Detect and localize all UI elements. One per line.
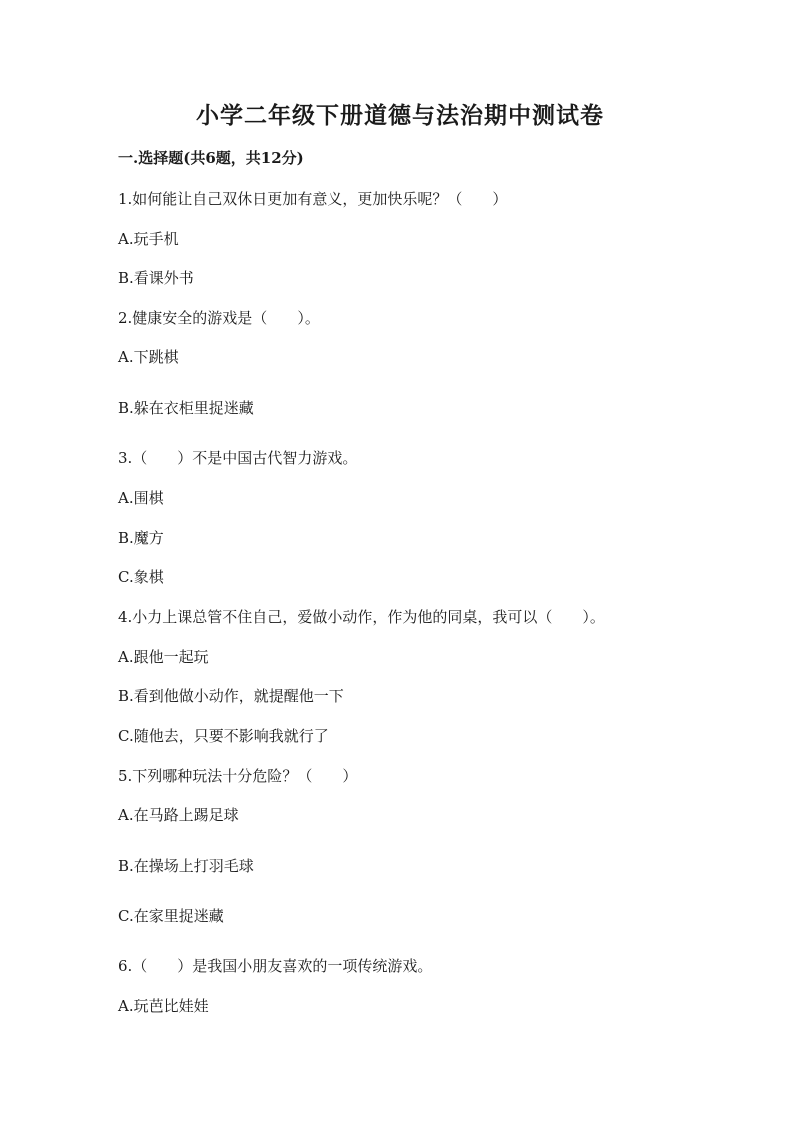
question-3-option-b: B.魔方 [118, 529, 164, 547]
question-1-option-a: A.玩手机 [118, 230, 179, 248]
question-1-option-b: B.看课外书 [118, 269, 194, 287]
question-4-option-a: A.跟他一起玩 [118, 648, 209, 666]
question-2: 2.健康安全的游戏是（ ）。 [118, 309, 320, 327]
question-6: 6.（ ）是我国小朋友喜欢的一项传统游戏。 [118, 957, 433, 975]
question-5-option-a: A.在马路上踢足球 [118, 806, 239, 824]
question-1: 1.如何能让自己双休日更加有意义，更加快乐呢？（ ） [118, 190, 508, 208]
question-3-option-c: C.象棋 [118, 568, 164, 586]
question-4: 4.小力上课总管不住自己，爱做小动作，作为他的同桌，我可以（ ）。 [118, 608, 605, 626]
question-2-option-b: B.躲在衣柜里捉迷藏 [118, 399, 254, 417]
question-3: 3.（ ）不是中国古代智力游戏。 [118, 449, 358, 467]
page-title: 小学二年级下册道德与法治期中测试卷 [196, 102, 604, 129]
question-4-option-b: B.看到他做小动作，就提醒他一下 [118, 687, 344, 705]
question-6-option-a: A.玩芭比娃娃 [118, 997, 209, 1015]
section-heading: 一.选择题(共6题，共12分) [118, 149, 304, 167]
question-5-option-b: B.在操场上打羽毛球 [118, 857, 254, 875]
question-5-option-c: C.在家里捉迷藏 [118, 907, 224, 925]
question-2-option-a: A.下跳棋 [118, 348, 179, 366]
question-4-option-c: C.随他去，只要不影响我就行了 [118, 727, 329, 745]
question-3-option-a: A.围棋 [118, 489, 164, 507]
question-5: 5.下列哪种玩法十分危险？（ ） [118, 767, 358, 785]
